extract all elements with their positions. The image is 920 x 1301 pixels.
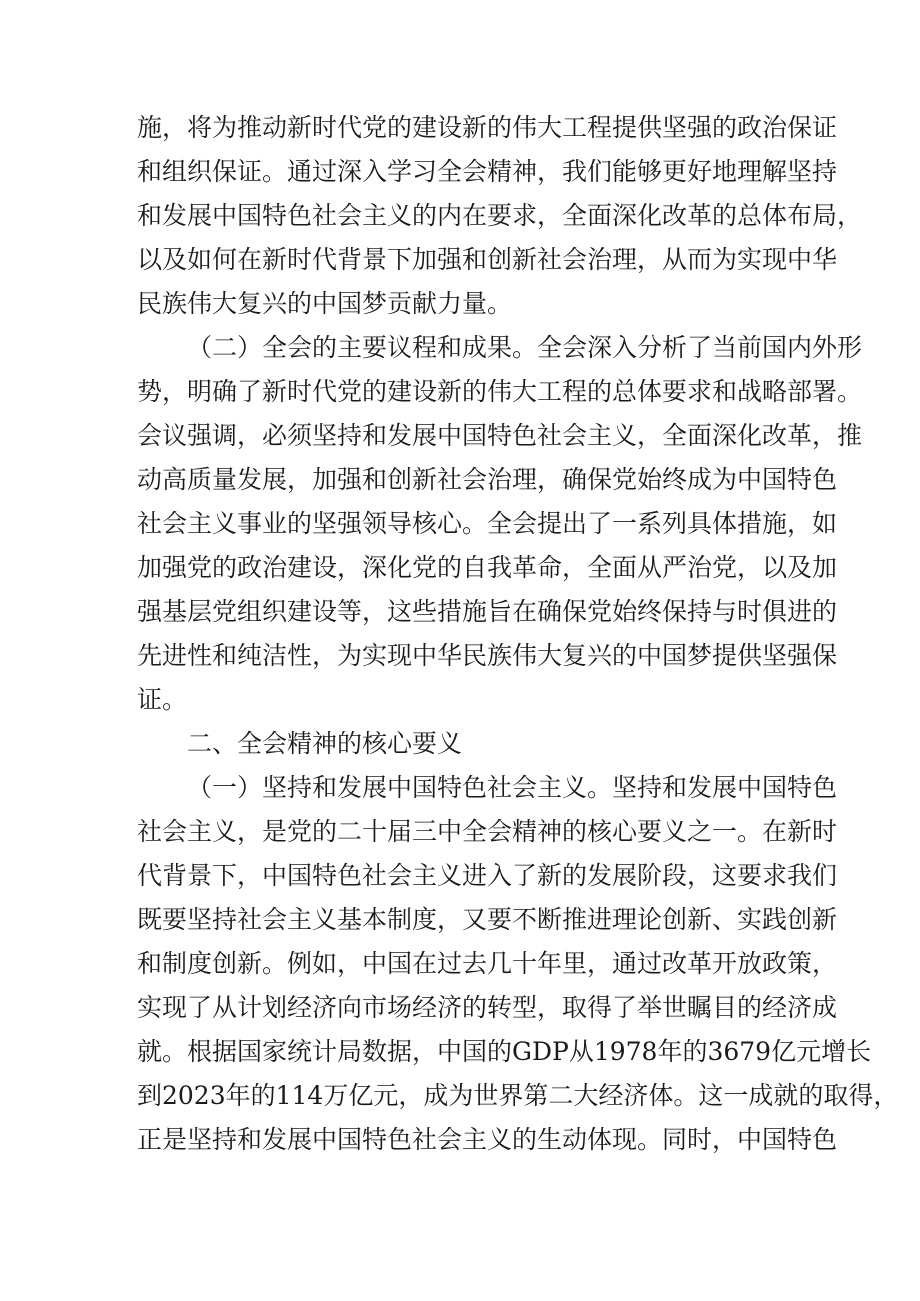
body-line: 民族伟大复兴的中国梦贡献力量。 (137, 289, 513, 318)
body-line: 和制度创新。例如，中国在过去几十年里，通过改革开放政策， (137, 949, 838, 978)
body-line: 动高质量发展，加强和创新社会治理，确保党始终成为中国特色 (137, 465, 838, 494)
body-line: 既要坚持社会主义基本制度，又要不断推进理论创新、实践创新 (137, 905, 838, 934)
body-line: 强基层党组织建设等，这些措施旨在确保党始终保持与时俱进的 (137, 597, 838, 626)
body-line: 正是坚持和发展中国特色社会主义的生动体现。同时，中国特色 (137, 1125, 838, 1154)
body-line: 证。 (137, 685, 188, 714)
body-line: 就。根据国家统计局数据，中国的GDP从1978年的3679亿元增长 (137, 1037, 872, 1066)
body-line: 社会主义，是党的二十届三中全会精神的核心要义之一。在新时 (137, 817, 838, 846)
body-line: 和组织保证。通过深入学习全会精神，我们能够更好地理解坚持 (137, 157, 838, 186)
body-line: 代背景下，中国特色社会主义进入了新的发展阶段，这要求我们 (137, 861, 838, 890)
body-line: 加强党的政治建设，深化党的自我革命，全面从严治党，以及加 (137, 553, 838, 582)
body-line: 到2023年的114万亿元，成为世界第二大经济体。这一成就的取得， (137, 1081, 899, 1110)
body-line: 和发展中国特色社会主义的内在要求，全面深化改革的总体布局， (137, 201, 863, 230)
body-line: 势，明确了新时代党的建设新的伟大工程的总体要求和战略部署。 (137, 377, 863, 406)
body-line-indented: （一）坚持和发展中国特色社会主义。坚持和发展中国特色 (187, 773, 838, 802)
section-heading: 二、全会精神的核心要义 (187, 729, 463, 758)
body-line: 施，将为推动新时代党的建设新的伟大工程提供坚强的政治保证 (137, 113, 838, 142)
body-line: 社会主义事业的坚强领导核心。全会提出了一系列具体措施，如 (137, 509, 838, 538)
body-line: 实现了从计划经济向市场经济的转型，取得了举世瞩目的经济成 (137, 993, 838, 1022)
body-line-indented: （二）全会的主要议程和成果。全会深入分析了当前国内外形 (187, 333, 863, 362)
body-line: 先进性和纯洁性，为实现中华民族伟大复兴的中国梦提供坚强保 (137, 641, 838, 670)
body-line: 以及如何在新时代背景下加强和创新社会治理，从而为实现中华 (137, 245, 838, 274)
body-line: 会议强调，必须坚持和发展中国特色社会主义，全面深化改革，推 (137, 421, 863, 450)
